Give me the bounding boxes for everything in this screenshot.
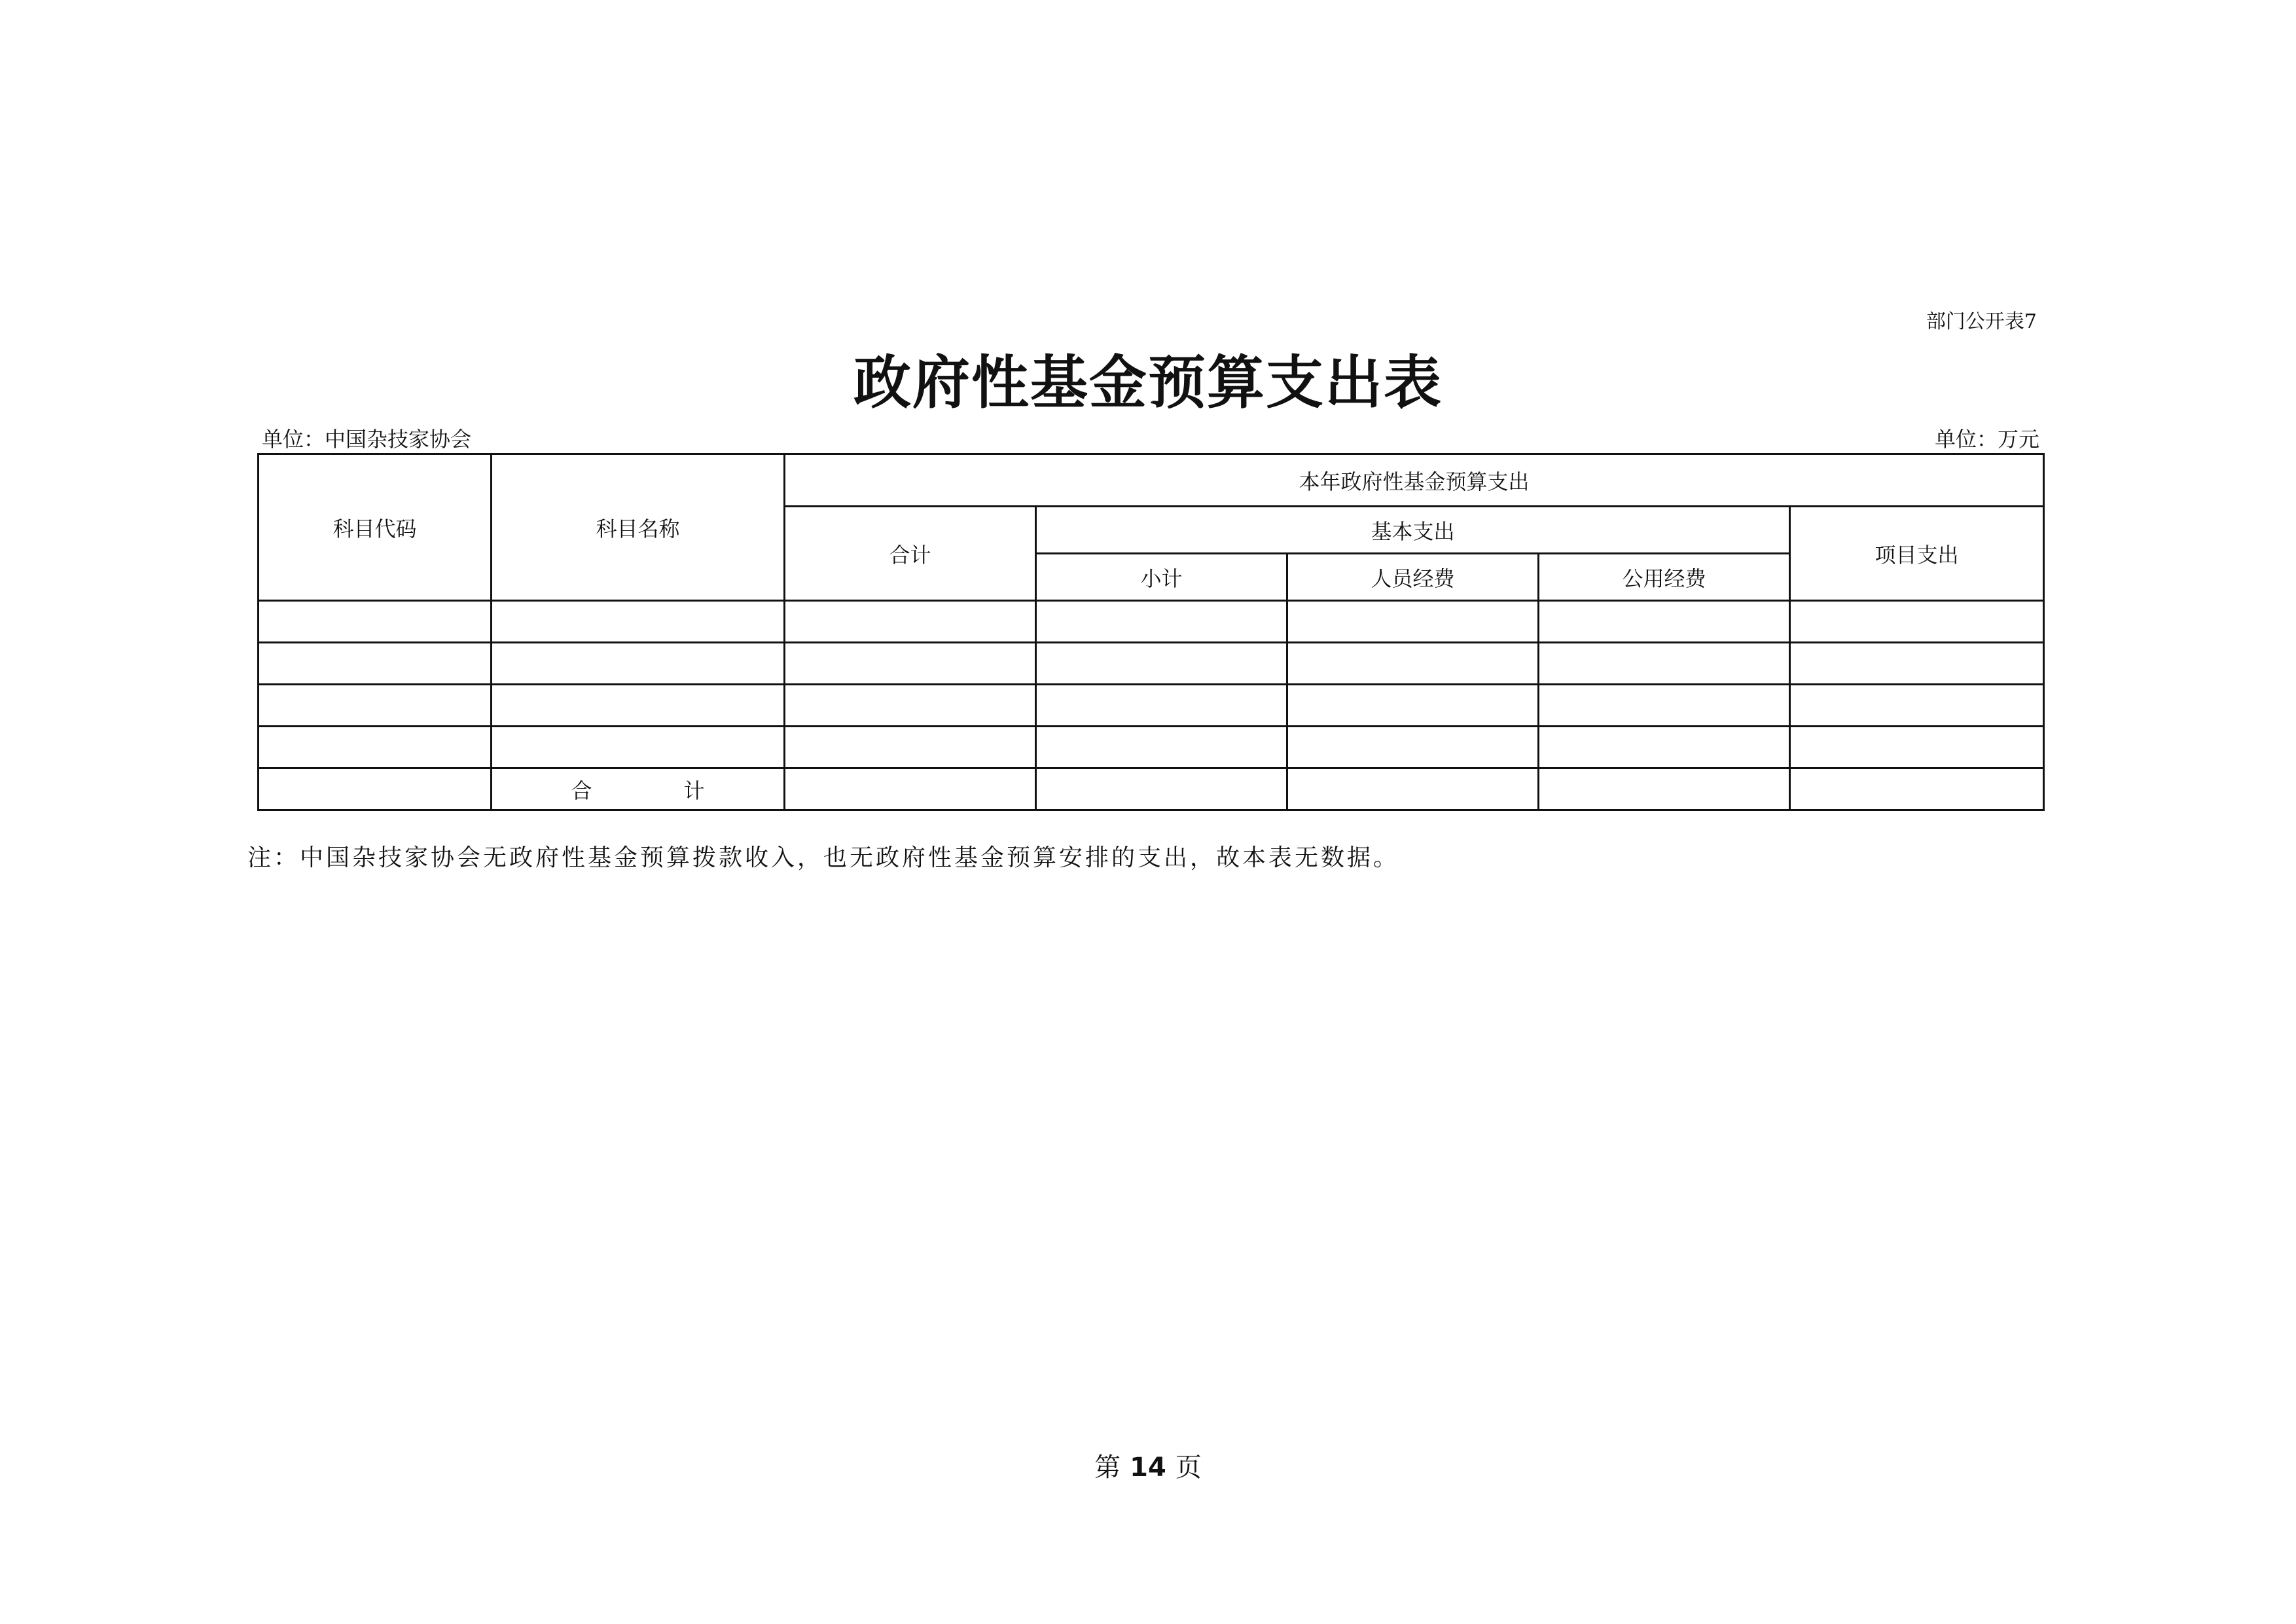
- table-cell: [785, 643, 1036, 685]
- table-row: [259, 643, 2044, 685]
- total-value-cell: [785, 768, 1036, 810]
- table-cell: [259, 601, 492, 643]
- table-cell: [492, 685, 785, 727]
- header-personnel: 人员经费: [1287, 554, 1539, 601]
- table-cell: [1539, 601, 1790, 643]
- total-label-right: 计: [683, 778, 705, 803]
- footnote: 注：中国杂技家协会无政府性基金预算拨款收入，也无政府性基金预算安排的支出，故本表无数据。: [247, 844, 1400, 871]
- table-cell: [1539, 643, 1790, 685]
- table-row: [259, 601, 2044, 643]
- header-basic-expense: 基本支出: [1036, 507, 1790, 554]
- unit-currency: 单位：万元: [1934, 427, 2039, 452]
- header-group-title: 本年政府性基金预算支出: [785, 454, 2044, 507]
- page-number-suffix: 页: [1175, 1453, 1202, 1483]
- table-cell: [259, 768, 492, 810]
- header-subtotal: 小计: [1036, 554, 1287, 601]
- header-total: 合计: [785, 507, 1036, 601]
- total-value-cell: [1539, 768, 1790, 810]
- total-label-left: 合: [571, 778, 592, 803]
- table-cell: [785, 685, 1036, 727]
- table-cell: [785, 727, 1036, 768]
- header-project-expense: 项目支出: [1790, 507, 2044, 601]
- table-cell: [492, 727, 785, 768]
- table-cell: [492, 643, 785, 685]
- table-cell: [785, 601, 1036, 643]
- header-subject-name: 科目名称: [492, 454, 785, 601]
- table-cell: [1036, 643, 1287, 685]
- table-cell: [1287, 685, 1539, 727]
- table-cell: [1036, 601, 1287, 643]
- table-row: [259, 685, 2044, 727]
- header-public: 公用经费: [1539, 554, 1790, 601]
- page-number: [0, 1447, 2296, 1484]
- table-cell: [1790, 643, 2044, 685]
- table-row: [259, 727, 2044, 768]
- total-value-cell: [1036, 768, 1287, 810]
- total-value-cell: [1790, 768, 2044, 810]
- table-cell: [1036, 727, 1287, 768]
- table-cell: [1539, 727, 1790, 768]
- total-value-cell: [1287, 768, 1539, 810]
- table-cell: [1287, 601, 1539, 643]
- table-cell: [259, 727, 492, 768]
- unit-organization: 单位：中国杂技家协会: [262, 427, 472, 452]
- table-cell: [492, 601, 785, 643]
- table-cell: [1790, 685, 2044, 727]
- page-number-value: 14: [1130, 1453, 1166, 1483]
- page-number-prefix: 第: [1094, 1453, 1121, 1483]
- table-cell: [1036, 685, 1287, 727]
- table-cell: [1790, 601, 2044, 643]
- total-row: [259, 768, 2044, 810]
- table-cell: [1790, 727, 2044, 768]
- table-cell: [259, 643, 492, 685]
- header-subject-code: 科目代码: [259, 454, 492, 601]
- total-label: [492, 768, 785, 810]
- table-cell: [1287, 643, 1539, 685]
- budget-table: [257, 453, 2045, 811]
- table-cell: [259, 685, 492, 727]
- table-code-label: 部门公开表7: [1926, 310, 2037, 333]
- header-row: [259, 454, 2044, 507]
- table-cell: [1539, 685, 1790, 727]
- page-title: 政府性基金预算支出表: [853, 349, 1443, 416]
- table-cell: [1287, 727, 1539, 768]
